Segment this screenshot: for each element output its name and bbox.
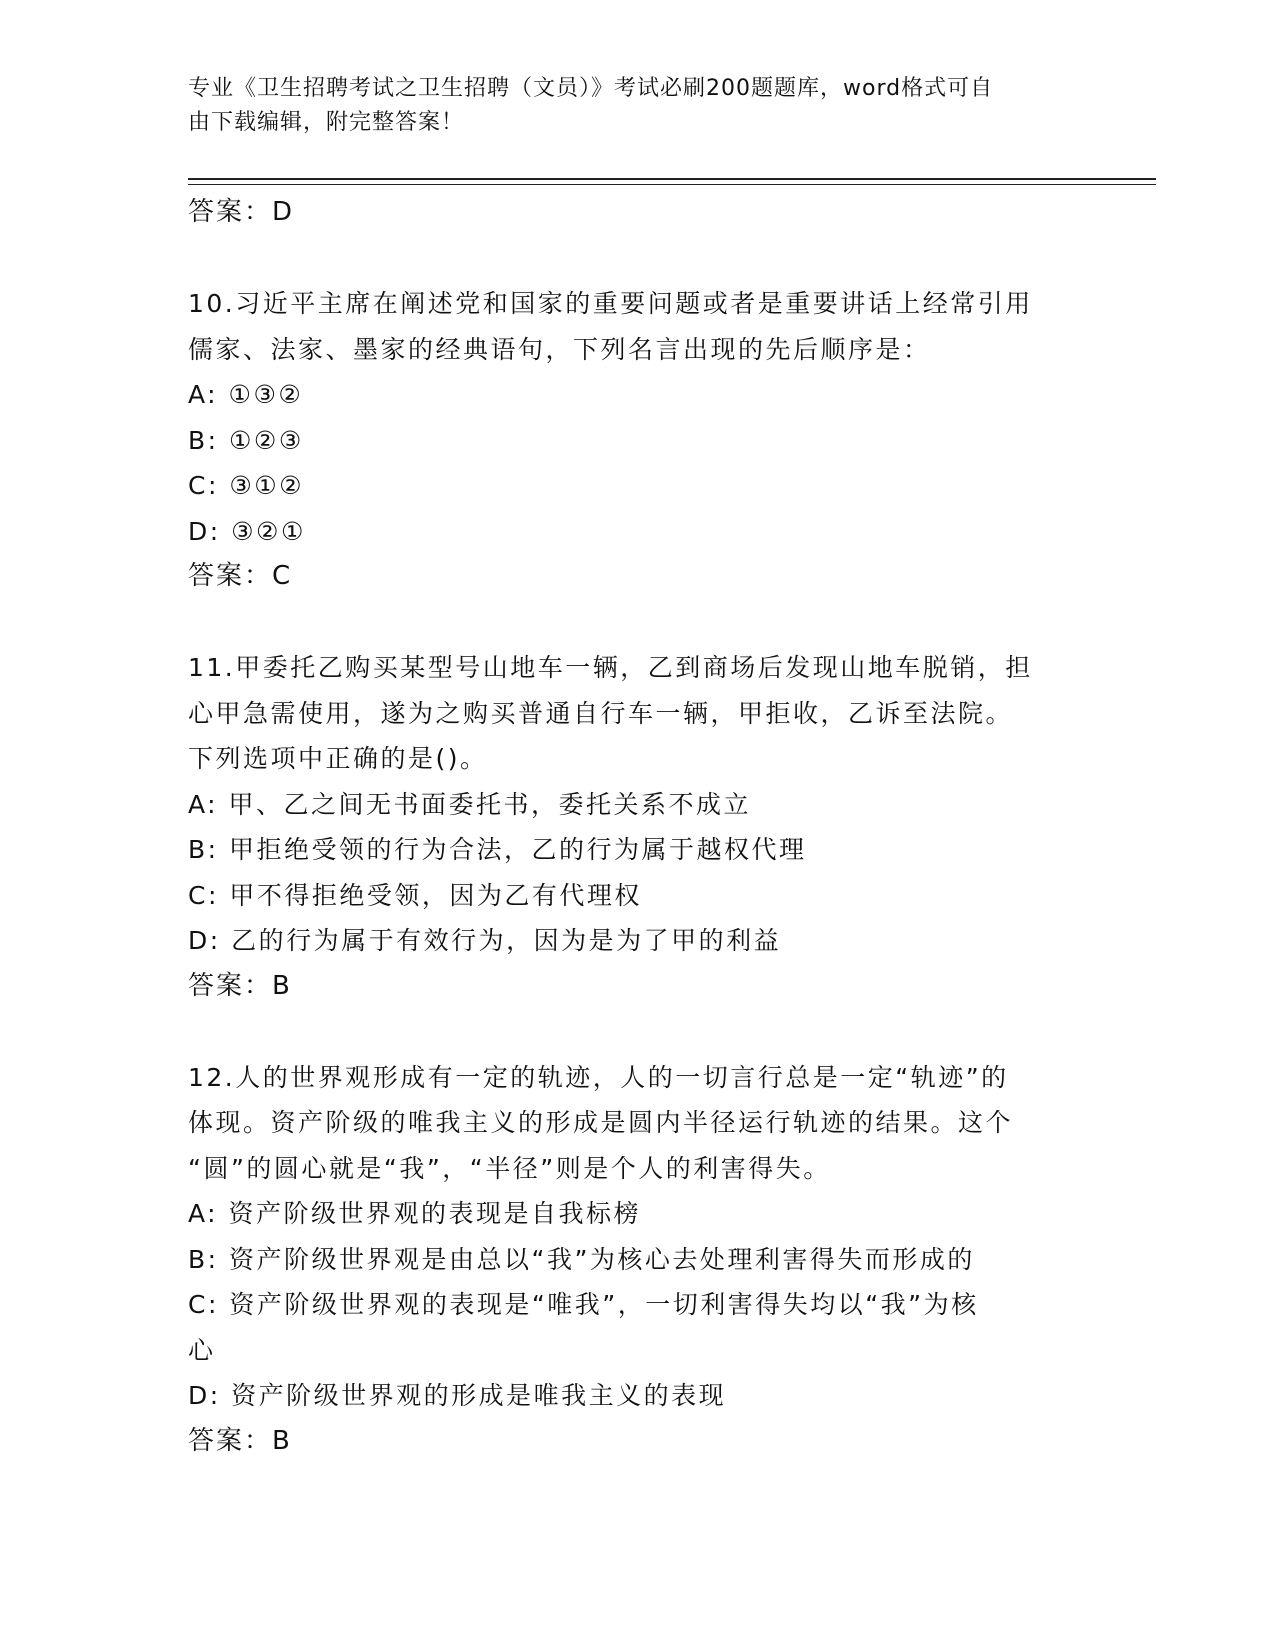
question-text-line: 体现。资产阶级的唯我主义的形成是圆内半径运行轨迹的结果。这个 xyxy=(188,1108,1014,1137)
question-text-line: 11.甲委托乙购买某型号山地车一辆，乙到商场后发现山地车脱销，担 xyxy=(188,653,1033,682)
option-c: C: 资产阶级世界观的表现是“唯我”，一切利害得失均以“我”为核 xyxy=(188,1290,979,1319)
header-line-1: 专业《卫生招聘考试之卫生招聘（文员）》考试必刷200题题库，word格式可自 xyxy=(188,76,994,101)
option-a: A: ①③② xyxy=(188,380,304,409)
option-d: D: 乙的行为属于有效行为，因为是为了甲的利益 xyxy=(188,926,782,955)
answer: 答案：C xyxy=(188,561,293,591)
option-a: A: 资产阶级世界观的表现是自我标榜 xyxy=(188,1199,642,1228)
header-divider-thin xyxy=(188,184,1156,185)
question-10 xyxy=(188,281,1088,600)
option-c-continued: 心 xyxy=(188,1335,216,1365)
spacer xyxy=(188,236,1088,282)
spacer xyxy=(188,600,1088,646)
option-b: B: 甲拒绝受领的行为合法，乙的行为属于越权代理 xyxy=(188,835,807,864)
document-body xyxy=(188,190,1088,1464)
spacer xyxy=(188,1009,1088,1055)
header-line-2: 由下载编辑，附完整答案！ xyxy=(188,110,465,135)
question-12 xyxy=(188,1055,1088,1465)
question-text-line: 12.人的世界观形成有一定的轨迹，人的一切言行总是一定“轨迹”的 xyxy=(188,1062,1009,1092)
question-11 xyxy=(188,645,1088,1009)
document-header xyxy=(188,72,1068,140)
answer: 答案：B xyxy=(188,1425,292,1456)
option-d: D: ③②① xyxy=(188,516,306,546)
header-divider-thick xyxy=(188,178,1156,180)
option-c: C: 甲不得拒绝受领，因为乙有代理权 xyxy=(188,880,642,910)
option-d: D: 资产阶级世界观的形成是唯我主义的表现 xyxy=(188,1381,727,1410)
option-b: B: ①②③ xyxy=(188,425,304,455)
question-text-line: 10.习近平主席在阐述党和国家的重要问题或者是重要讲话上经常引用 xyxy=(188,289,1033,318)
question-text-line: 下列选项中正确的是()。 xyxy=(188,744,488,773)
option-a: A: 甲、乙之间无书面委托书，委托关系不成立 xyxy=(188,789,752,819)
option-c: C: ③①② xyxy=(188,471,305,500)
previous-answer: 答案：D xyxy=(188,197,295,227)
option-b: B: 资产阶级世界观是由总以“我”为核心去处理利害得失而形成的 xyxy=(188,1244,975,1274)
question-text-line: 儒家、法家、墨家的经典语句，下列名言出现的先后顺序是： xyxy=(188,334,931,364)
question-text-line: 心甲急需使用，遂为之购买普通自行车一辆，甲拒收，乙诉至法院。 xyxy=(188,698,1014,728)
question-text-line: “圆”的圆心就是“我”，“半径”则是个人的利害得失。 xyxy=(188,1153,831,1183)
answer: 答案：B xyxy=(188,970,292,1001)
